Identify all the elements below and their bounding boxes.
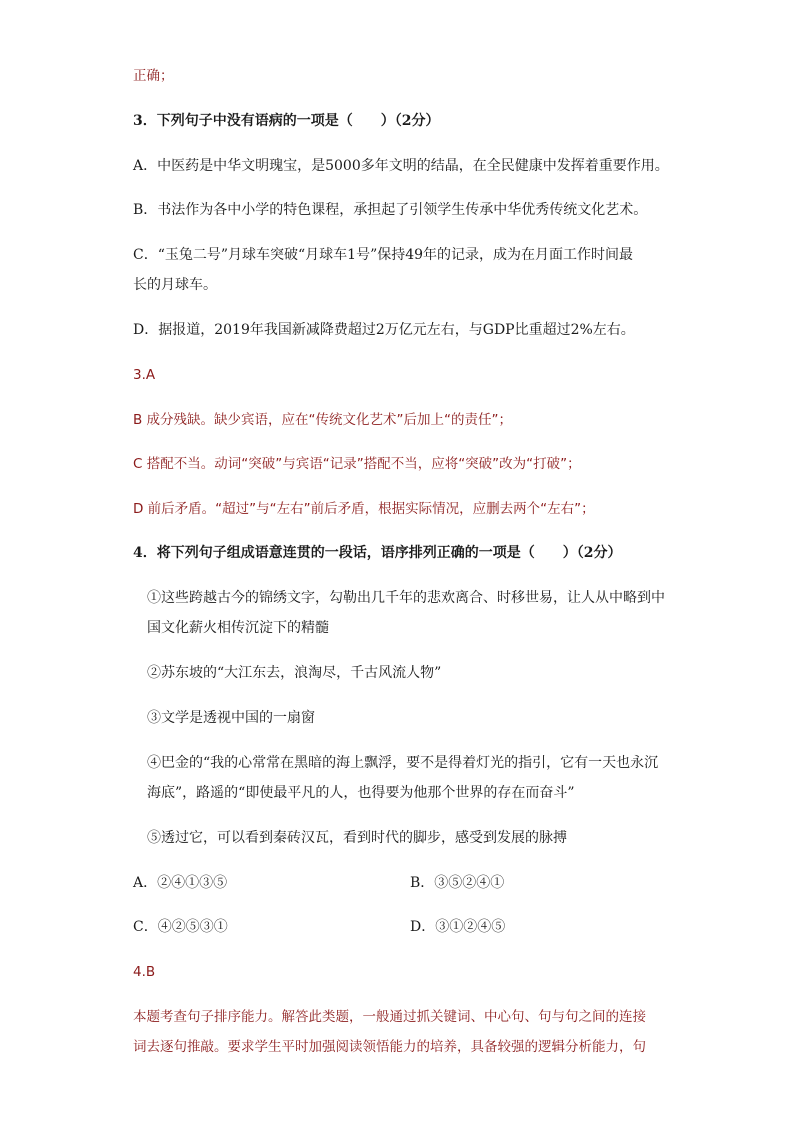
q3-answer: 3.A — [133, 367, 156, 383]
q4-explanation-line-2: 词去逐句推敲。要求学生平时加强阅读领悟能力的培养，具备较强的逻辑分析能力，句 — [133, 1039, 646, 1055]
q4-option-c: C．④②⑤③① — [133, 919, 228, 935]
q4-sentence-3: ③文学是透视中国的一扇窗 — [147, 710, 315, 726]
q3-option-c-cont: 长的月球车。 — [133, 277, 217, 293]
q3-option-c: C．“玉兔二号”月球车突破“月球车1号”保持49年的记录，成为在月面工作时间最 — [133, 247, 634, 263]
q3-option-b: B．书法作为各中小学的特色课程，承担起了引领学生传承中华优秀传统文化艺术。 — [133, 202, 648, 218]
q3-option-a: A．中医药是中华文明瑰宝，是5000多年文明的结晶，在全民健康中发挥着重要作用。 — [133, 158, 669, 174]
q4-option-a: A．②④①③⑤ — [133, 875, 228, 891]
q4-sentence-5: ⑤透过它，可以看到秦砖汉瓦，看到时代的脚步，感受到发展的脉搏 — [147, 830, 567, 846]
q3-explanation-b: B 成分残缺。缺少宾语，应在“传统文化艺术”后加上“的责任”； — [133, 412, 513, 428]
top-line: 正确； — [133, 68, 174, 84]
q3-explanation-d: D 前后矛盾。“超过”与“左右”前后矛盾，根据实际情况，应删去两个“左右”； — [133, 501, 595, 517]
q4-option-d: D．③①②④⑤ — [410, 919, 506, 935]
q3-option-d: D．据报道，2019年我国新减降费超过2万亿元左右，与GDP比重超过2%左右。 — [133, 322, 635, 338]
q4-answer: 4.B — [133, 964, 156, 980]
q3-explanation-c: C 搭配不当。动词“突破”与宾语“记录”搭配不当，应将“突破”改为“打破”； — [133, 456, 581, 472]
q4-sentence-4: ④巴金的“我的心常常在黑暗的海上飘浮，要不是得着灯光的指引，它有一天也永沉 — [147, 755, 659, 771]
q4-sentence-2: ②苏东坡的“大江东去，浪淘尽，千古风流人物” — [147, 665, 442, 681]
q4-sentence-1: ①这些跨越古今的锦绣文字，勾勒出几千年的悲欢离合、时移世易，让人从中略到中 — [147, 590, 665, 606]
q3-stem: 3．下列句子中没有语病的一项是（ ）（2分） — [133, 113, 440, 129]
q4-sentence-4-cont: 海底”，路遥的“即使最平凡的人，也得要为他那个世界的存在而奋斗” — [147, 785, 575, 801]
q4-option-b: B．③⑤②④① — [410, 875, 505, 891]
q4-sentence-1-cont: 国文化薪火相传沉淀下的精髓 — [147, 620, 329, 636]
q4-explanation-line-1: 本题考查句子排序能力。解答此类题，一般通过抓关键词、中心句、句与句之间的连接 — [133, 1009, 646, 1025]
q4-stem: 4．将下列句子组成语意连贯的一段话，语序排列正确的一项是（ ）（2分） — [133, 545, 622, 561]
